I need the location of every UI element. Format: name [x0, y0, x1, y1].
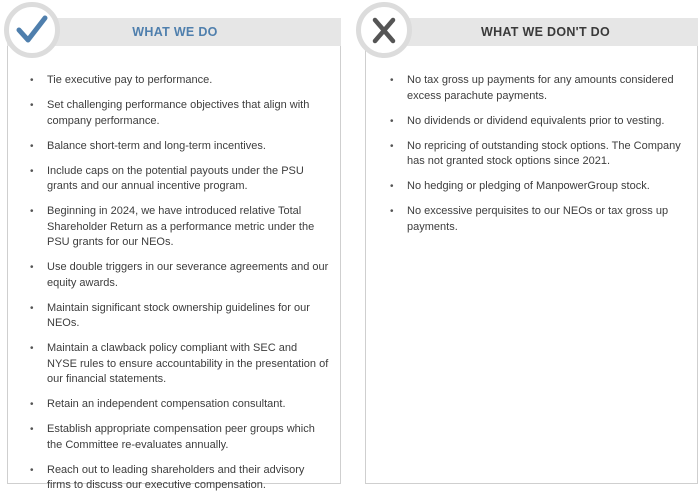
list-item: • No tax gross up payments for any amounts considered excess parachute payments.: [390, 73, 690, 104]
x-mark-icon: [369, 15, 399, 45]
checkmark-badge: [4, 2, 60, 58]
what-we-do-title: WHAT WE DO: [132, 25, 218, 39]
x-mark-badge: [356, 2, 412, 58]
list-item: • Include caps on the potential payouts under the PSU grants and our annual incentive program.: [30, 164, 330, 195]
list-item: • Retain an independent compensation consultant.: [30, 397, 330, 413]
list-item: • Reach out to leading shareholders and their advisory firms to discuss our executive compensation.: [30, 463, 330, 494]
list-item: • Balance short-term and long-term incentives.: [30, 139, 330, 155]
list-item: • No hedging or pledging of ManpowerGroup stock.: [390, 179, 690, 195]
list-item: • Maintain significant stock ownership guidelines for our NEOs.: [30, 301, 330, 332]
list-item: • Use double triggers in our severance agreements and our equity awards.: [30, 260, 330, 291]
list-item: • Set challenging performance objectives that align with company performance.: [30, 98, 330, 129]
what-we-dont-do-list: [390, 73, 690, 245]
what-we-dont-do-title: WHAT WE DON'T DO: [480, 25, 611, 39]
what-we-do-list: [30, 73, 330, 503]
checkmark-icon: [15, 13, 49, 47]
list-item: • Maintain a clawback policy compliant with SEC and NYSE rules to ensure accountability in the presentation of our financial statements.: [30, 341, 330, 388]
list-item: • No dividends or dividend equivalents prior to vesting.: [390, 114, 690, 130]
list-item: • Tie executive pay to performance.: [30, 73, 330, 89]
list-item: • No excessive perquisites to our NEOs or tax gross up payments.: [390, 204, 690, 235]
list-item: • Establish appropriate compensation peer groups which the Committee re-evaluates annually.: [30, 422, 330, 453]
list-item: • Beginning in 2024, we have introduced relative Total Shareholder Return as a performance metric under the PSU grants for our NEOs.: [30, 204, 330, 251]
what-we-dont-do-header: [365, 18, 698, 46]
list-item: • No repricing of outstanding stock options. The Company has not granted stock options since 2021.: [390, 139, 690, 170]
